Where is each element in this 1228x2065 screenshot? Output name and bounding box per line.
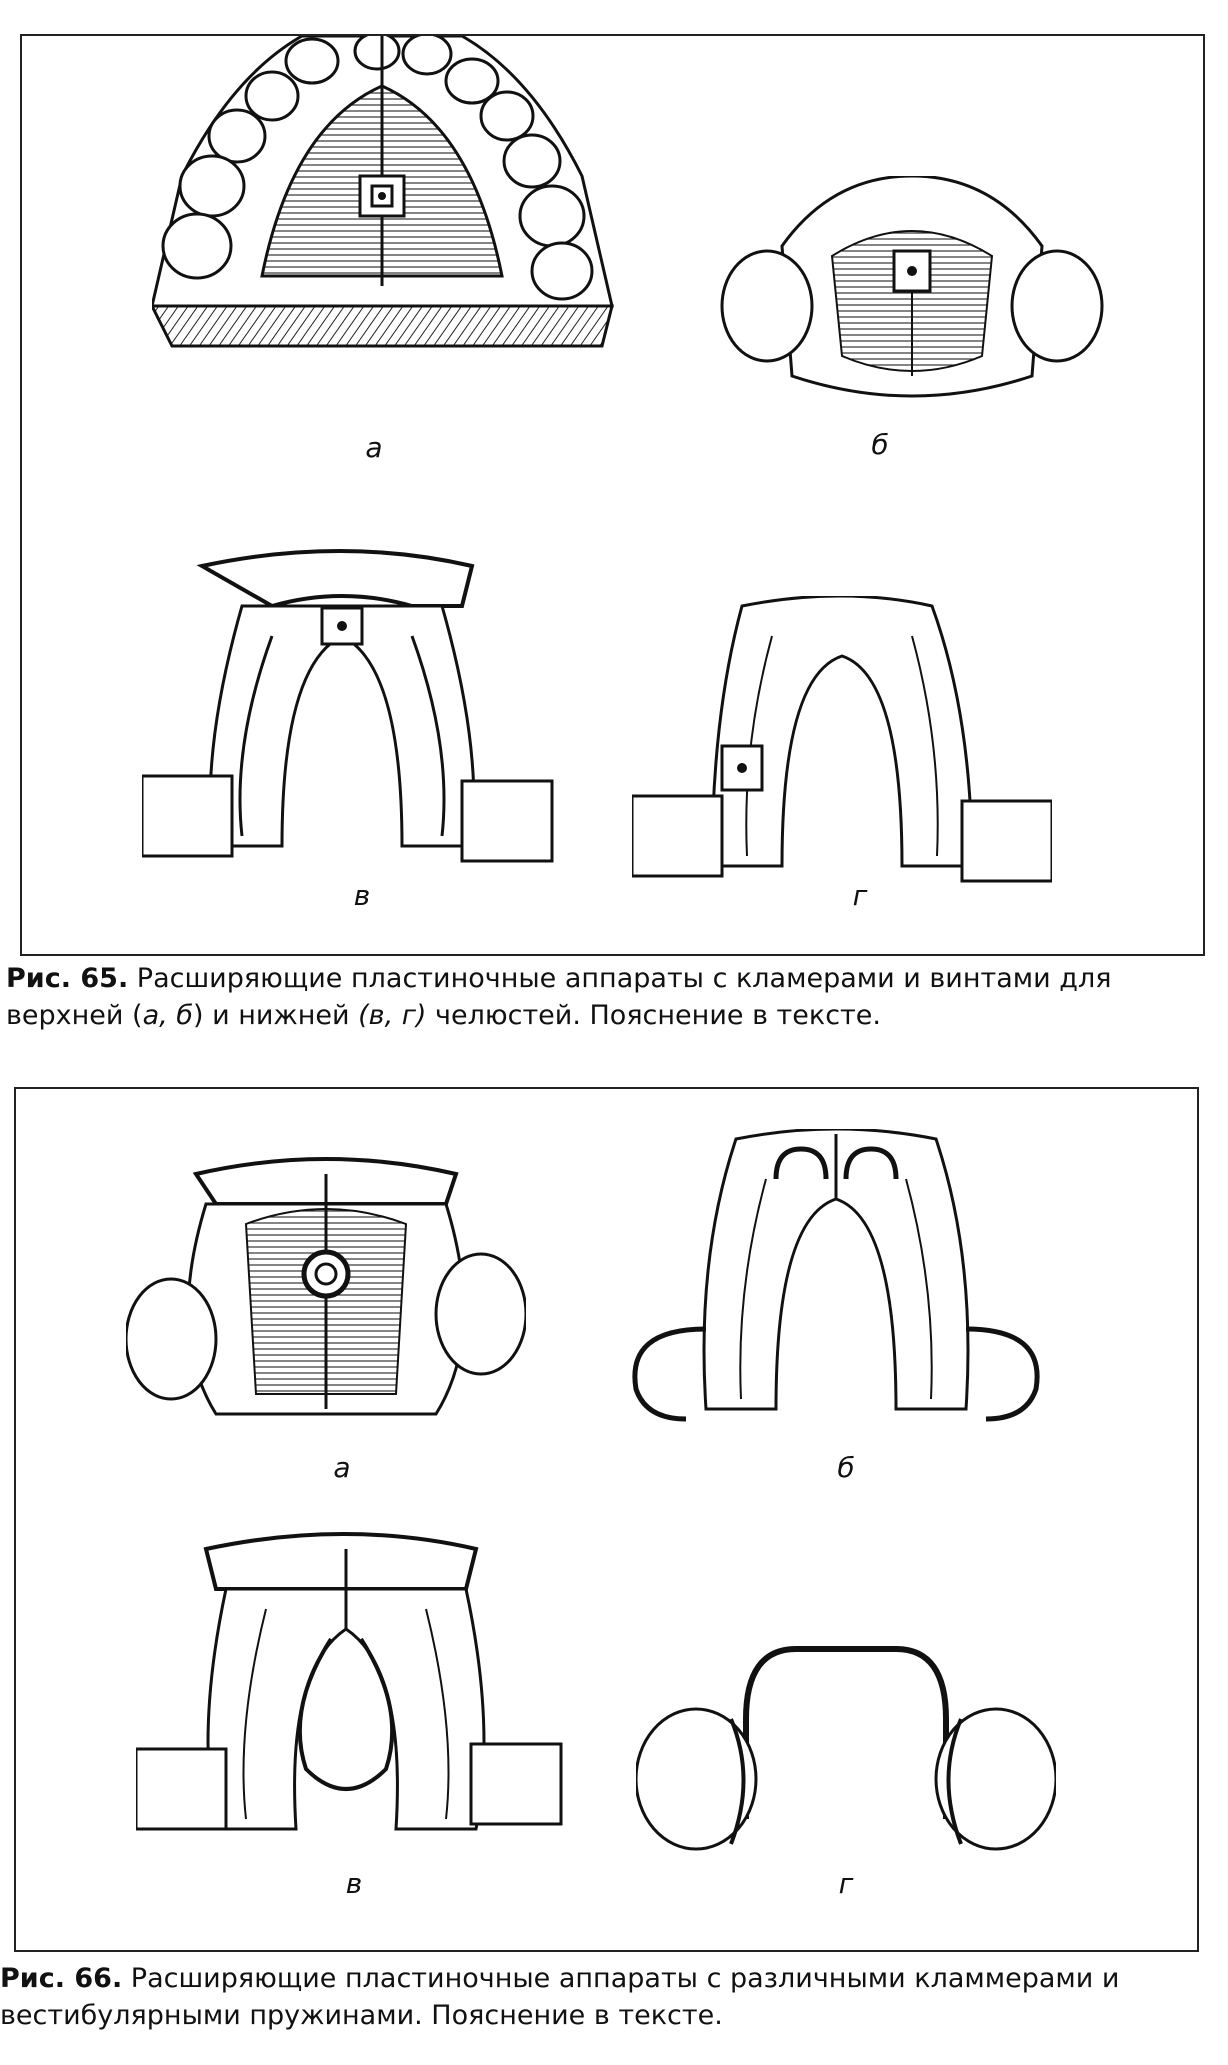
molar-caps-with-vestibular-spring-icon <box>636 1619 1056 1869</box>
figure-66-frame <box>14 1087 1199 1952</box>
figure-66-number: Рис. 66. <box>0 1963 123 1994</box>
figure-65-frame <box>20 34 1205 956</box>
panel-label-66a: а <box>333 1451 351 1484</box>
upper-jaw-model-with-plate-icon <box>152 36 632 436</box>
panel-label-65a: а <box>365 431 383 464</box>
figure-65-caption-text-main: Расширяющие пластиночные аппараты с кламерами и винтами для верхней ( <box>6 963 1112 1031</box>
figure-65-caption-text-mid: ) и нижней <box>192 1000 359 1031</box>
panel-65b <box>712 176 1112 436</box>
upper-plate-with-screw-icon <box>712 176 1112 436</box>
lower-plate-with-median-screw-icon <box>142 546 562 886</box>
panel-label-66g: г <box>838 1867 854 1900</box>
figure-66-caption <box>0 1960 1225 2034</box>
panel-label-66b: б <box>837 1451 855 1484</box>
figure-65-number: Рис. 65. <box>6 963 129 994</box>
panel-65a <box>152 36 632 436</box>
figure-66-caption-text: Расширяющие пластиночные аппараты с различными кламмерами и вестибулярными пружинами. Пояснение в тексте. <box>0 1963 1120 2031</box>
panel-label-65g: г <box>852 879 868 912</box>
lower-plate-with-lingual-loop-icon <box>136 1529 566 1869</box>
panel-65v <box>142 546 562 886</box>
figure-65-caption-text-end: челюстей. Пояснение в тексте. <box>426 1000 881 1031</box>
figure-65-caption-ref-vg: (в, г) <box>358 1000 427 1031</box>
figure-65-caption <box>6 960 1221 1034</box>
upper-plate-with-spring-loop-icon <box>126 1154 526 1444</box>
panel-66b <box>626 1129 1046 1439</box>
panel-66v <box>136 1529 566 1869</box>
panel-66a <box>126 1154 526 1444</box>
lower-plate-with-vestibular-arcs-icon <box>626 1129 1046 1439</box>
panel-65g <box>632 596 1052 896</box>
panel-label-66v: в <box>345 1867 363 1900</box>
lower-plate-with-lateral-screw-icon <box>632 596 1052 896</box>
panel-66g <box>636 1619 1056 1869</box>
panel-label-65b: б <box>871 428 889 461</box>
panel-label-65v: в <box>353 879 371 912</box>
figure-65-caption-ref-ab: а, б <box>142 1000 193 1031</box>
